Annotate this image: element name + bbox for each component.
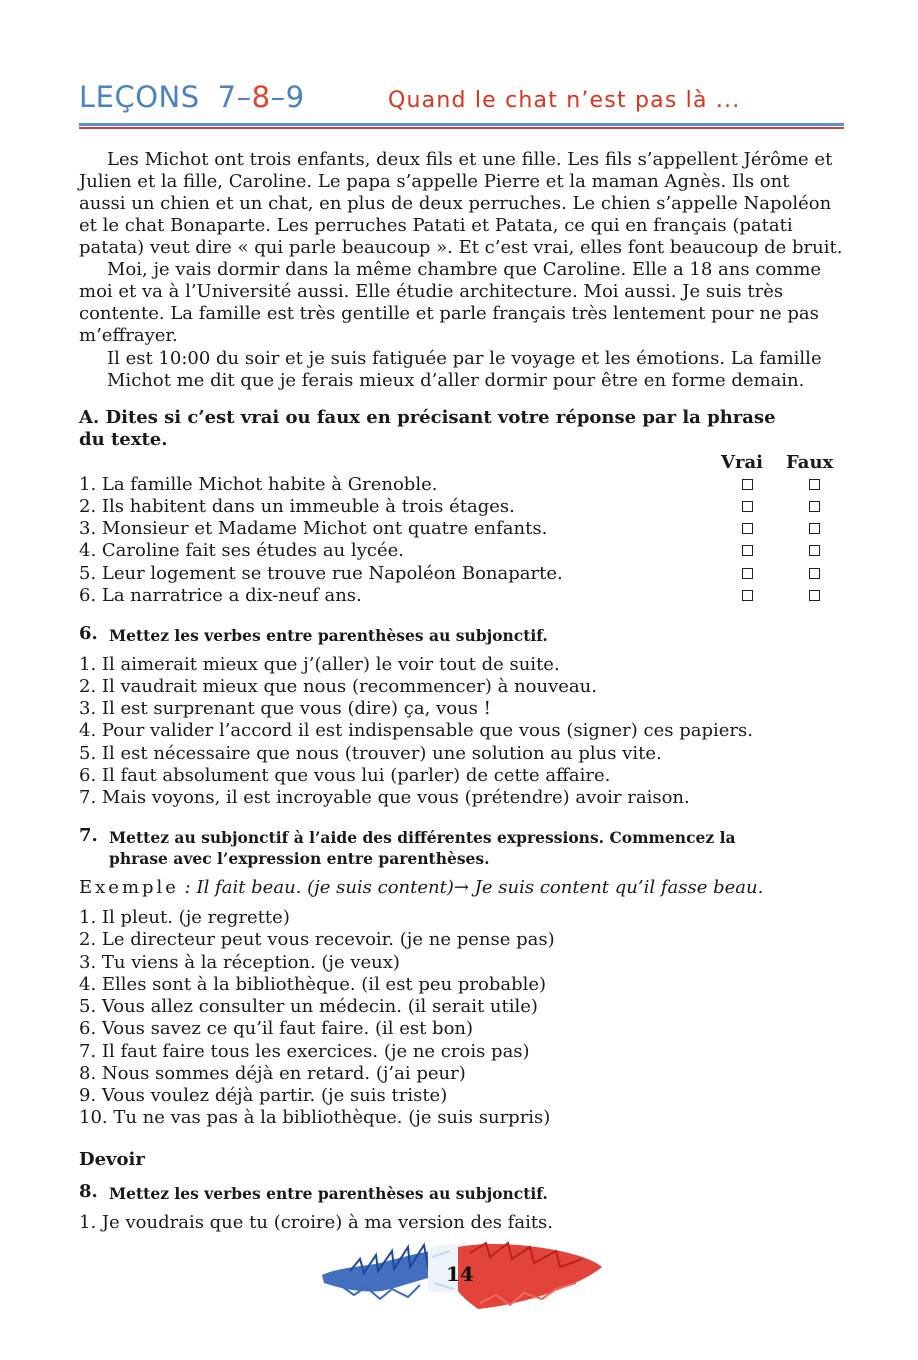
statement-item: 3. Monsieur et Madame Michot ont quatre enfants. (79, 518, 548, 539)
exercise-item: 3. Il est surprenant que vous (dire) ça, vous ! (79, 698, 491, 719)
exercise-item: 2. Le directeur peut vous recevoir. (je ne pense pas) (79, 929, 555, 950)
exercise-item: 2. Il vaudrait mieux que nous (recommencer) à nouveau. (79, 676, 597, 697)
faux-checkbox[interactable] (809, 545, 820, 556)
exercise-item: 7. Il faut faire tous les exercices. (je ne crois pas) (79, 1041, 530, 1062)
flag-brush-red (458, 1243, 602, 1309)
vrai-checkbox[interactable] (742, 545, 753, 556)
exercise-item: 3. Tu viens à la réception. (je veux) (79, 952, 400, 973)
vrai-checkbox[interactable] (742, 479, 753, 490)
exercise-number: 8. (79, 1181, 98, 1202)
page-number: 14 (446, 1262, 474, 1286)
text-line: et le chat Bonaparte. Les perruches Patati et Patata, ce qui en français (patati (79, 215, 793, 236)
exercise-6-title: Mettez les verbes entre parenthèses au subjonctif. (109, 626, 548, 645)
exercise-item: 1. Je voudrais que tu (croire) à ma version des faits. (79, 1212, 554, 1233)
text-line: Michot me dit que je ferais mieux d’aller dormir pour être en forme demain. (107, 370, 805, 391)
text-line: contente. La famille est très gentille et parle français très lentement pour ne pas (79, 303, 819, 324)
faux-checkbox[interactable] (809, 590, 820, 601)
exercise-item: 5. Vous allez consulter un médecin. (il serait utile) (79, 996, 538, 1017)
example-line: Exemple : Il fait beau. (je suis content)→ Je suis content qu’il fasse beau. (79, 877, 764, 898)
exercise-item: 9. Vous voulez déjà partir. (je suis triste) (79, 1085, 448, 1106)
homework-label: Devoir (79, 1149, 145, 1170)
exercise-item: 7. Mais voyons, il est incroyable que vous (prétendre) avoir raison. (79, 787, 690, 808)
exercise-item: 5. Il est nécessaire que nous (trouver) une solution au plus vite. (79, 743, 662, 764)
statement-item: 4. Caroline fait ses études au lycée. (79, 540, 404, 561)
text-line: m’effrayer. (79, 325, 178, 346)
flag-brush-blue (322, 1245, 432, 1299)
exercise-item: 10. Tu ne vas pas à la bibliothèque. (je suis surpris) (79, 1107, 551, 1128)
vrai-checkbox[interactable] (742, 501, 753, 512)
vrai-checkbox[interactable] (742, 568, 753, 579)
text-line: Les Michot ont trois enfants, deux fils et une fille. Les fils s’appellent Jérôme et (107, 149, 833, 170)
faux-checkbox[interactable] (809, 501, 820, 512)
lesson-numbers: 7–8–9 (217, 80, 305, 114)
vrai-checkbox[interactable] (742, 523, 753, 534)
exercise-7-title: Mettez au subjonctif à l’aide des différentes expressions. Commencez la (109, 828, 736, 847)
lesson-label (79, 80, 305, 114)
faux-checkbox[interactable] (809, 568, 820, 579)
exercise-item: 6. Vous savez ce qu’il faut faire. (il est bon) (79, 1018, 474, 1039)
exercise-item: 1. Il aimerait mieux que j’(aller) le voir tout de suite. (79, 654, 560, 675)
exercise-7-title-cont: phrase avec l’expression entre parenthèses. (109, 849, 490, 868)
exercise-8-title: Mettez les verbes entre parenthèses au subjonctif. (109, 1184, 548, 1203)
exercise-item: 4. Elles sont à la bibliothèque. (il est peu probable) (79, 974, 547, 995)
statement-item: 6. La narratrice a dix-neuf ans. (79, 585, 362, 606)
exercise-item: 1. Il pleut. (je regrette) (79, 907, 290, 928)
lesson-title: Quand le chat n’est pas là ... (388, 88, 741, 113)
text-line: patata) veut dire « qui parle beaucoup ». Et c’est vrai, elles font beaucoup de bruit. (79, 237, 843, 258)
faux-checkbox[interactable] (809, 479, 820, 490)
lessons-word: LEÇONS (79, 80, 200, 114)
text-line: moi et va à l’Université aussi. Elle étudie architecture. Moi aussi. Je suis très (79, 281, 784, 302)
statement-item: 5. Leur logement se trouve rue Napoléon Bonaparte. (79, 563, 563, 584)
header-rule-red (79, 127, 844, 129)
statement-item: 1. La famille Michot habite à Grenoble. (79, 474, 438, 495)
exercise-number: 7. (79, 825, 98, 846)
exercise-a-title: A. Dites si c’est vrai ou faux en précisant votre réponse par la phrase (79, 407, 776, 428)
exercise-a-title-cont: du texte. (79, 429, 168, 450)
text-line: Julien et la fille, Caroline. Le papa s’appelle Pierre et la maman Agnès. Ils ont (79, 171, 790, 192)
column-faux: Faux (786, 452, 834, 473)
text-line: Moi, je vais dormir dans la même chambre que Caroline. Elle a 18 ans comme (107, 259, 822, 280)
text-line: Il est 10:00 du soir et je suis fatiguée par le voyage et les émotions. La famille (107, 348, 822, 369)
vrai-checkbox[interactable] (742, 590, 753, 601)
exercise-number: 6. (79, 623, 98, 644)
faux-checkbox[interactable] (809, 523, 820, 534)
exercise-item: 4. Pour valider l’accord il est indispensable que vous (signer) ces papiers. (79, 720, 753, 741)
text-line: aussi un chien et un chat, en plus de deux perruches. Le chien s’appelle Napoléon (79, 193, 832, 214)
column-vrai: Vrai (721, 452, 763, 473)
statement-item: 2. Ils habitent dans un immeuble à trois étages. (79, 496, 515, 517)
header-rule-blue (79, 123, 844, 126)
exercise-item: 6. Il faut absolument que vous lui (parler) de cette affaire. (79, 765, 611, 786)
exercise-item: 8. Nous sommes déjà en retard. (j’ai peur) (79, 1063, 466, 1084)
